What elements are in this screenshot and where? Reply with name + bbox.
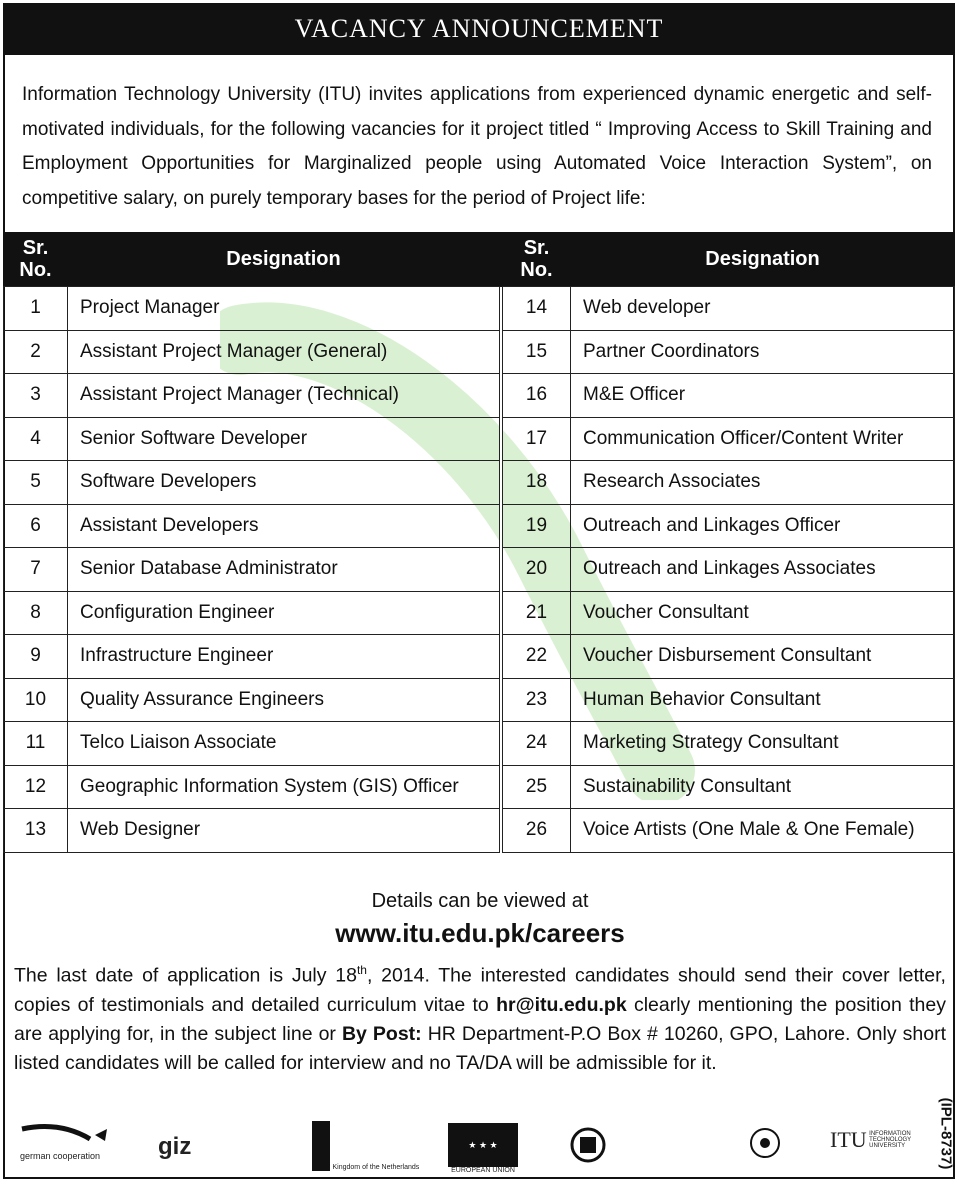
sr-no-cell: 9 [4,635,68,679]
table-row [4,591,955,635]
designation-cell: Assistant Project Manager (General) [68,330,500,374]
designation-cell: Marketing Strategy Consultant [571,722,955,766]
designation-cell: Senior Database Administrator [68,548,500,592]
sr-no-cell: 8 [4,591,68,635]
table-row [4,722,955,766]
table-row [4,548,955,592]
designation-cell: Telco Liaison Associate [68,722,500,766]
sr-no-cell: 20 [503,548,571,592]
sr-no-cell: 21 [503,591,571,635]
table-row [4,504,955,548]
designation-cell: Quality Assurance Engineers [68,678,500,722]
designation-cell: Project Manager [68,287,500,331]
reference-code: (IPL-8737) [937,1097,955,1170]
designation-cell: Software Developers [68,461,500,505]
partner-emblem-logo [745,1123,785,1175]
sr-no-cell: 14 [503,287,571,331]
designation-cell: Human Behavior Consultant [571,678,955,722]
sr-no-cell: 17 [503,417,571,461]
sr-no-header-left: Sr. No. [4,232,68,287]
designation-cell: Assistant Developers [68,504,500,548]
table-row [4,287,955,331]
vacancy-table [3,232,955,853]
table-header-row [4,232,955,287]
sr-no-cell: 23 [503,678,571,722]
sr-no-cell: 24 [503,722,571,766]
designation-cell: Outreach and Linkages Associates [571,548,955,592]
sr-no-cell: 6 [4,504,68,548]
german-cooperation-logo: german cooperation [20,1121,110,1161]
email-link[interactable]: hr@itu.edu.pk [496,993,627,1016]
table-row [4,417,955,461]
sr-no-cell: 15 [503,330,571,374]
table-row [4,765,955,809]
designation-header-left: Designation [68,232,500,287]
table-row [4,809,955,853]
careers-link[interactable]: www.itu.edu.pk/careers [335,918,625,948]
sr-no-cell: 5 [4,461,68,505]
sr-no-cell: 10 [4,678,68,722]
details-line: Details can be viewed at [371,890,589,912]
sr-no-cell: 3 [4,374,68,418]
sr-no-cell: 26 [503,809,571,853]
sr-no-cell: 25 [503,765,571,809]
sr-no-cell: 16 [503,374,571,418]
designation-header-right: Designation [571,232,955,287]
closing-paragraph: The last date of application is July 18th, 2014. The interested candidates should send their cover letter, copies of testimonials and detailed curriculum vitae to hr@itu.edu.pk clearly mentioning the position they are applying for, in the subject line or By Post: HR Department-P.O Box # 10260, GPO, Lahore. Only short listed candidates will be called for interview and no TA/DA will be admissible for it. [14,963,946,1074]
sr-no-cell: 13 [4,809,68,853]
eu-logo: ★ ★ ★ EUROPEAN UNION [448,1123,518,1174]
designation-cell: Outreach and Linkages Officer [571,504,955,548]
designation-cell: Voucher Disbursement Consultant [571,635,955,679]
pakistan-emblem-logo [568,1123,608,1175]
designation-cell: Web developer [571,287,955,331]
sr-no-cell: 1 [4,287,68,331]
designation-cell: M&E Officer [571,374,955,418]
sr-no-cell: 2 [4,330,68,374]
sr-no-cell: 18 [503,461,571,505]
designation-cell: Partner Coordinators [571,330,955,374]
sr-no-cell: 7 [4,548,68,592]
table-row [4,678,955,722]
table-row [4,461,955,505]
sr-no-cell: 4 [4,417,68,461]
designation-cell: Voice Artists (One Male & One Female) [571,809,955,853]
sponsor-logos [0,1115,960,1180]
designation-cell: Sustainability Consultant [571,765,955,809]
designation-cell: Research Associates [571,461,955,505]
table-row [4,635,955,679]
sr-no-cell: 12 [4,765,68,809]
table-row [4,330,955,374]
itu-logo: ITU INFORMATION TECHNOLOGY UNIVERSITY [830,1127,912,1152]
intro-paragraph: Information Technology University (ITU) invites applications from experienced dynamic energetic and self-motivated individuals, for the following vacancies for it project titled “ Improving Access to Skill Training and Employment Opportunities for Marginalized people using Automated Voice Interaction System”, on competitive salary, on purely temporary bases for the period of Project life: [22,84,932,209]
netherlands-logo: Kingdom of the Netherlands [312,1121,419,1171]
table-row [4,374,955,418]
designation-cell: Voucher Consultant [571,591,955,635]
sr-no-cell: 11 [4,722,68,766]
designation-cell: Configuration Engineer [68,591,500,635]
designation-cell: Infrastructure Engineer [68,635,500,679]
designation-cell: Web Designer [68,809,500,853]
page-title: VACANCY ANNOUNCEMENT [3,3,955,55]
giz-logo: giz [158,1133,192,1160]
designation-cell: Senior Software Developer [68,417,500,461]
sr-no-cell: 19 [503,504,571,548]
designation-cell: Geographic Information System (GIS) Officer [68,765,500,809]
designation-cell: Communication Officer/Content Writer [571,417,955,461]
designation-cell: Assistant Project Manager (Technical) [68,374,500,418]
sr-no-header-right: Sr. No. [503,232,571,287]
sr-no-cell: 22 [503,635,571,679]
